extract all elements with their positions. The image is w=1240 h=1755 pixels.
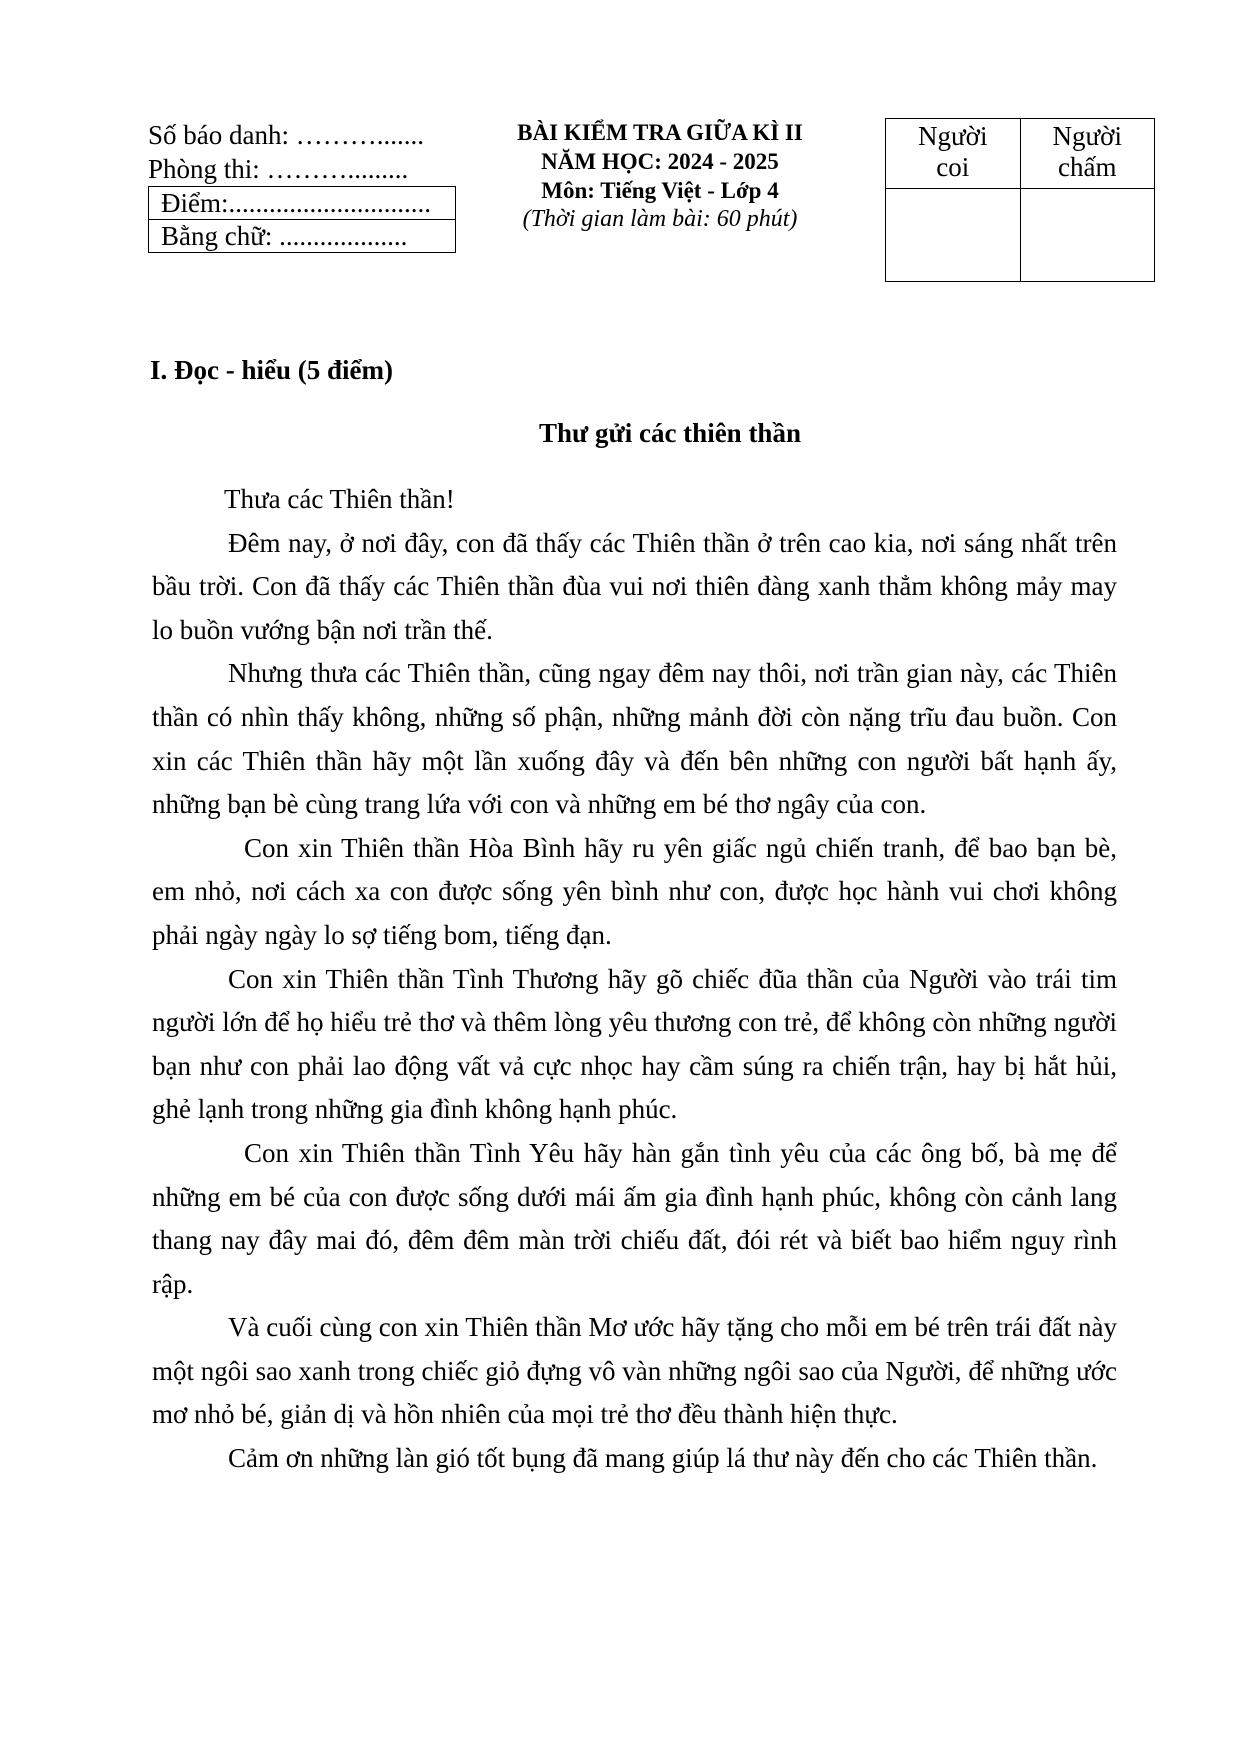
story-body bbox=[152, 478, 1117, 1481]
candidate-number: Số báo danh: ………....... bbox=[148, 120, 424, 150]
story-paragraph: Và cuối cùng con xin Thiên thần Mơ ước hãy tặng cho mỗi em bé trên trái đất này một ngôi sao xanh trong chiếc giỏ đựng vô vàn những ngôi sao của Người, để những ước mơ nhỏ bé, giản dị và hồn nhiên của mọi trẻ thơ đều thành hiện thực. bbox=[152, 1312, 1117, 1430]
proctor-signature-cell bbox=[886, 189, 1021, 282]
candidate-info bbox=[148, 118, 424, 186]
story-greeting: Thưa các Thiên thần! bbox=[224, 484, 455, 514]
story-paragraph: Con xin Thiên thần Tình Yêu hãy hàn gắn tình yêu của các ông bố, bà mẹ để những em bé của con được sống dưới mái ấm gia đình hạnh phúc, không còn cảnh lang thang nay đây mai đó, đêm đêm màn trời chiếu đất, đói rét và biết bao hiểm nguy rình rập. bbox=[152, 1137, 1117, 1299]
score-box bbox=[148, 186, 456, 253]
section-title: I. Đọc - hiểu (5 điểm) bbox=[150, 355, 393, 385]
exam-title: BÀI KIỂM TRA GIỮA KÌ II bbox=[517, 120, 803, 145]
proctor-header: Người coi bbox=[886, 119, 1021, 189]
score-in-words-field: Bằng chữ: ................... bbox=[149, 219, 455, 252]
subject: Môn: Tiếng Việt - Lớp 4 bbox=[541, 178, 779, 203]
story-paragraph: Cảm ơn những làn gió tốt bụng đã mang giúp lá thư này đến cho các Thiên thần. bbox=[228, 1443, 1098, 1474]
story-paragraph: Con xin Thiên thần Tình Thương hãy gõ chiếc đũa thần của Người vào trái tim người lớn để họ hiểu trẻ thơ và thêm lòng yêu thương con trẻ, để không còn những người bạn như con phải lao động vất vả cực nhọc hay cầm súng ra chiến trận, hay bị hắt hủi, ghẻ lạnh trong những gia đình không hạnh phúc. bbox=[152, 963, 1117, 1125]
score-field: Điểm:.............................. bbox=[161, 188, 431, 218]
story-paragraph: Con xin Thiên thần Hòa Bình hãy ru yên giấc ngủ chiến tranh, để bao bạn bè, em nhỏ, nơi cách xa con được sống yên bình như con, được học hành vui chơi không phải ngày ngày lo sợ tiếng bom, tiếng đạn. bbox=[152, 832, 1117, 950]
story-paragraph: Đêm nay, ở nơi đây, con đã thấy các Thiên thần ở trên cao kia, nơi sáng nhất trên bầu trời. Con đã thấy các Thiên thần đùa vui nơi thiên đàng xanh thẳm không mảy may lo buồn vướng bận nơi trần thế. bbox=[152, 527, 1117, 645]
exam-heading bbox=[480, 118, 840, 234]
school-year: NĂM HỌC: 2024 - 2025 bbox=[541, 149, 779, 174]
story-title: Thư gửi các thiên thần bbox=[539, 418, 801, 448]
grader-signature-cell bbox=[1020, 189, 1155, 282]
exam-duration: (Thời gian làm bài: 60 phút) bbox=[522, 206, 798, 232]
story-paragraph: Nhưng thưa các Thiên thần, cũng ngay đêm nay thôi, nơi trần gian này, các Thiên thần có nhìn thấy không, những số phận, những mảnh đời còn nặng trĩu đau buồn. Con xin các Thiên thần hãy một lần xuống đây và đến bên những con người bất hạnh ấy, những bạn bè cùng trang lứa với con và những em bé thơ ngây của con. bbox=[152, 658, 1117, 820]
grader-header: Người chấm bbox=[1020, 119, 1155, 189]
signature-table bbox=[885, 118, 1155, 282]
exam-room: Phòng thi: ………......... bbox=[148, 154, 409, 184]
